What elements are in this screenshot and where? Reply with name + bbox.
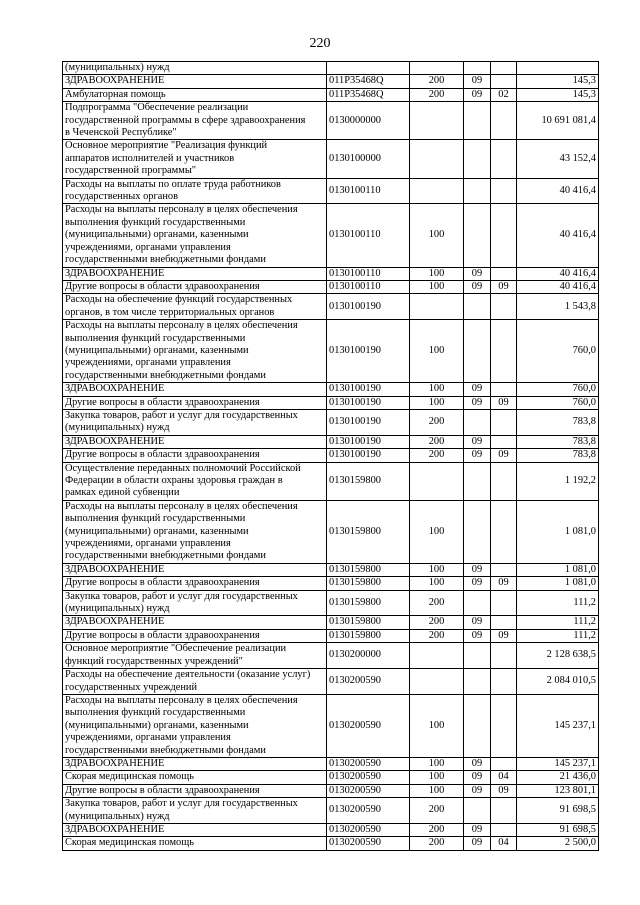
table-row [63, 590, 599, 616]
amount-cell: 91 698,5 [517, 798, 599, 824]
table-row [63, 280, 599, 293]
expense-type-code-cell [410, 178, 464, 204]
amount-cell: 1 192,2 [517, 462, 599, 500]
amount-cell: 43 152,4 [517, 140, 599, 178]
subsection-code-cell [491, 140, 517, 178]
row-name-cell: Амбулаторная помощь [63, 88, 327, 101]
section-code-cell [464, 590, 491, 616]
target-article-code-cell: 0130200590 [327, 798, 410, 824]
table-row [63, 88, 599, 101]
target-article-code-cell: 011P35468Q [327, 75, 410, 88]
amount-cell: 40 416,4 [517, 178, 599, 204]
row-name-cell: Расходы на обеспечение функций государственных органов, в том числе территориальных органов [63, 294, 327, 320]
amount-cell: 40 416,4 [517, 267, 599, 280]
row-name-cell: Расходы на выплаты по оплате труда работников государственных органов [63, 178, 327, 204]
amount-cell [517, 62, 599, 75]
expense-type-code-cell: 200 [410, 88, 464, 101]
section-code-cell: 09 [464, 449, 491, 462]
amount-cell: 760,0 [517, 396, 599, 409]
target-article-code-cell: 0130200590 [327, 823, 410, 836]
amount-cell: 21 436,0 [517, 771, 599, 784]
target-article-code-cell: 0130200590 [327, 757, 410, 770]
subsection-code-cell [491, 178, 517, 204]
section-code-cell: 09 [464, 771, 491, 784]
expense-type-code-cell [410, 294, 464, 320]
row-name-cell: Расходы на выплаты персоналу в целях обеспечения выполнения функций государственными (муниципальными) органами, казенными учреждениями, органами управления государственными внебюджетными фондами [63, 320, 327, 383]
subsection-code-cell [491, 75, 517, 88]
expense-type-code-cell: 100 [410, 280, 464, 293]
target-article-code-cell: 0130100190 [327, 435, 410, 448]
expense-type-code-cell: 200 [410, 823, 464, 836]
expense-type-code-cell: 100 [410, 396, 464, 409]
row-name-cell: ЗДРАВООХРАНЕНИЕ [63, 823, 327, 836]
section-code-cell [464, 294, 491, 320]
target-article-code-cell: 0130000000 [327, 102, 410, 140]
expense-type-code-cell: 200 [410, 409, 464, 435]
row-name-cell: ЗДРАВООХРАНЕНИЕ [63, 435, 327, 448]
target-article-code-cell: 0130100190 [327, 449, 410, 462]
row-name-cell: Закупка товаров, работ и услуг для государственных (муниципальных) нужд [63, 409, 327, 435]
amount-cell: 2 128 638,5 [517, 643, 599, 669]
table-row [63, 823, 599, 836]
expense-type-code-cell: 100 [410, 500, 464, 563]
table-row [63, 75, 599, 88]
table-row [63, 62, 599, 75]
row-name-cell: Осуществление переданных полномочий Российской Федерации в области охраны здоровья граждан в рамках единой субвенции [63, 462, 327, 500]
expense-type-code-cell: 100 [410, 267, 464, 280]
target-article-code-cell: 0130200590 [327, 669, 410, 695]
row-name-cell: Другие вопросы в области здравоохранения [63, 280, 327, 293]
table-row [63, 563, 599, 576]
section-code-cell: 09 [464, 616, 491, 629]
table-row [63, 798, 599, 824]
table-row [63, 629, 599, 642]
expense-type-code-cell [410, 140, 464, 178]
subsection-code-cell [491, 294, 517, 320]
subsection-code-cell: 09 [491, 449, 517, 462]
amount-cell: 111,2 [517, 616, 599, 629]
target-article-code-cell: 0130100190 [327, 409, 410, 435]
table-row [63, 140, 599, 178]
row-name-cell: Расходы на выплаты персоналу в целях обеспечения выполнения функций государственными (муниципальными) органами, казенными учреждениями, органами управления государственными внебюджетными фондами [63, 500, 327, 563]
amount-cell: 40 416,4 [517, 280, 599, 293]
target-article-code-cell: 0130100000 [327, 140, 410, 178]
section-code-cell [464, 462, 491, 500]
subsection-code-cell [491, 435, 517, 448]
section-code-cell [464, 798, 491, 824]
row-name-cell: Закупка товаров, работ и услуг для государственных (муниципальных) нужд [63, 798, 327, 824]
expense-type-code-cell [410, 643, 464, 669]
row-name-cell: Расходы на выплаты персоналу в целях обеспечения выполнения функций государственными (муниципальными) органами, казенными учреждениями, органами управления государственными внебюджетными фондами [63, 694, 327, 757]
amount-cell: 1 081,0 [517, 577, 599, 590]
amount-cell: 40 416,4 [517, 204, 599, 267]
amount-cell: 145 237,1 [517, 694, 599, 757]
subsection-code-cell: 09 [491, 280, 517, 293]
table-row [63, 837, 599, 850]
row-name-cell: Расходы на обеспечение деятельности (оказание услуг) государственных учреждений [63, 669, 327, 695]
section-code-cell: 09 [464, 823, 491, 836]
section-code-cell: 09 [464, 396, 491, 409]
row-name-cell: ЗДРАВООХРАНЕНИЕ [63, 757, 327, 770]
target-article-code-cell: 0130100190 [327, 396, 410, 409]
table-row [63, 294, 599, 320]
section-code-cell: 09 [464, 280, 491, 293]
target-article-code-cell: 0130200590 [327, 694, 410, 757]
subsection-code-cell [491, 643, 517, 669]
table-row [63, 784, 599, 797]
subsection-code-cell [491, 669, 517, 695]
expense-type-code-cell: 200 [410, 590, 464, 616]
subsection-code-cell: 09 [491, 784, 517, 797]
target-article-code-cell: 0130100190 [327, 294, 410, 320]
row-name-cell: Основное мероприятие "Обеспечение реализации функций государственных учреждений" [63, 643, 327, 669]
subsection-code-cell: 04 [491, 837, 517, 850]
subsection-code-cell [491, 102, 517, 140]
row-name-cell: Расходы на выплаты персоналу в целях обеспечения выполнения функций государственными (муниципальными) органами, казенными учреждениями, органами управления государственными внебюджетными фондами [63, 204, 327, 267]
expense-type-code-cell: 200 [410, 75, 464, 88]
subsection-code-cell: 02 [491, 88, 517, 101]
target-article-code-cell: 011P35468Q [327, 88, 410, 101]
subsection-code-cell [491, 757, 517, 770]
section-code-cell [464, 204, 491, 267]
row-name-cell: Закупка товаров, работ и услуг для государственных (муниципальных) нужд [63, 590, 327, 616]
section-code-cell [464, 62, 491, 75]
row-name-cell: Другие вопросы в области здравоохранения [63, 449, 327, 462]
subsection-code-cell [491, 409, 517, 435]
expense-type-code-cell: 100 [410, 563, 464, 576]
section-code-cell [464, 178, 491, 204]
table-row [63, 449, 599, 462]
table-row [63, 616, 599, 629]
row-name-cell: Скорая медицинская помощь [63, 771, 327, 784]
amount-cell: 1 081,0 [517, 563, 599, 576]
amount-cell: 783,8 [517, 435, 599, 448]
table-row [63, 500, 599, 563]
amount-cell: 111,2 [517, 590, 599, 616]
target-article-code-cell: 0130100190 [327, 383, 410, 396]
section-code-cell [464, 320, 491, 383]
table-row [63, 435, 599, 448]
page-number: 220 [309, 36, 331, 51]
target-article-code-cell [327, 62, 410, 75]
expense-type-code-cell: 100 [410, 694, 464, 757]
expense-type-code-cell: 100 [410, 383, 464, 396]
table-row [63, 320, 599, 383]
target-article-code-cell: 0130200000 [327, 643, 410, 669]
row-name-cell: ЗДРАВООХРАНЕНИЕ [63, 383, 327, 396]
subsection-code-cell [491, 462, 517, 500]
row-name-cell: Другие вопросы в области здравоохранения [63, 396, 327, 409]
row-name-cell: Другие вопросы в области здравоохранения [63, 784, 327, 797]
section-code-cell [464, 669, 491, 695]
table-row [63, 383, 599, 396]
subsection-code-cell [491, 267, 517, 280]
expense-type-code-cell: 200 [410, 629, 464, 642]
expense-type-code-cell: 100 [410, 784, 464, 797]
target-article-code-cell: 0130100110 [327, 204, 410, 267]
amount-cell: 2 500,0 [517, 837, 599, 850]
section-code-cell: 09 [464, 75, 491, 88]
expense-type-code-cell: 100 [410, 577, 464, 590]
subsection-code-cell [491, 798, 517, 824]
amount-cell: 91 698,5 [517, 823, 599, 836]
expense-type-code-cell: 100 [410, 771, 464, 784]
target-article-code-cell: 0130200590 [327, 771, 410, 784]
budget-table-body [63, 62, 599, 851]
target-article-code-cell: 0130159800 [327, 629, 410, 642]
table-row [63, 577, 599, 590]
expense-type-code-cell [410, 669, 464, 695]
row-name-cell: Другие вопросы в области здравоохранения [63, 577, 327, 590]
section-code-cell: 09 [464, 563, 491, 576]
section-code-cell [464, 409, 491, 435]
row-name-cell: Основное мероприятие "Реализация функций аппаратов исполнителей и участников государственной программы" [63, 140, 327, 178]
amount-cell: 145 237,1 [517, 757, 599, 770]
budget-table [62, 61, 599, 851]
subsection-code-cell: 04 [491, 771, 517, 784]
row-name-cell: Скорая медицинская помощь [63, 837, 327, 850]
subsection-code-cell: 09 [491, 396, 517, 409]
section-code-cell: 09 [464, 435, 491, 448]
section-code-cell: 09 [464, 757, 491, 770]
target-article-code-cell: 0130159800 [327, 462, 410, 500]
subsection-code-cell [491, 563, 517, 576]
amount-cell: 145,3 [517, 75, 599, 88]
expense-type-code-cell: 200 [410, 837, 464, 850]
target-article-code-cell: 0130100110 [327, 178, 410, 204]
table-row [63, 694, 599, 757]
subsection-code-cell [491, 590, 517, 616]
amount-cell: 10 691 081,4 [517, 102, 599, 140]
expense-type-code-cell: 200 [410, 798, 464, 824]
target-article-code-cell: 0130159800 [327, 577, 410, 590]
subsection-code-cell [491, 320, 517, 383]
section-code-cell: 09 [464, 629, 491, 642]
subsection-code-cell [491, 204, 517, 267]
target-article-code-cell: 0130100190 [327, 320, 410, 383]
row-name-cell: (муниципальных) нужд [63, 62, 327, 75]
expense-type-code-cell: 200 [410, 435, 464, 448]
target-article-code-cell: 0130100110 [327, 267, 410, 280]
section-code-cell: 09 [464, 837, 491, 850]
section-code-cell [464, 102, 491, 140]
row-name-cell: ЗДРАВООХРАНЕНИЕ [63, 563, 327, 576]
section-code-cell: 09 [464, 267, 491, 280]
target-article-code-cell: 0130159800 [327, 500, 410, 563]
amount-cell: 1 081,0 [517, 500, 599, 563]
target-article-code-cell: 0130100110 [327, 280, 410, 293]
subsection-code-cell [491, 616, 517, 629]
row-name-cell: Другие вопросы в области здравоохранения [63, 629, 327, 642]
table-row [63, 643, 599, 669]
expense-type-code-cell [410, 102, 464, 140]
amount-cell: 1 543,8 [517, 294, 599, 320]
amount-cell: 783,8 [517, 409, 599, 435]
expense-type-code-cell: 200 [410, 449, 464, 462]
amount-cell: 760,0 [517, 383, 599, 396]
row-name-cell: ЗДРАВООХРАНЕНИЕ [63, 267, 327, 280]
table-row [63, 409, 599, 435]
target-article-code-cell: 0130159800 [327, 616, 410, 629]
section-code-cell: 09 [464, 577, 491, 590]
amount-cell: 145,3 [517, 88, 599, 101]
section-code-cell: 09 [464, 784, 491, 797]
table-row [63, 204, 599, 267]
expense-type-code-cell: 200 [410, 616, 464, 629]
table-row [63, 102, 599, 140]
section-code-cell [464, 500, 491, 563]
amount-cell: 760,0 [517, 320, 599, 383]
target-article-code-cell: 0130200590 [327, 837, 410, 850]
section-code-cell: 09 [464, 88, 491, 101]
table-row [63, 396, 599, 409]
expense-type-code-cell: 100 [410, 204, 464, 267]
row-name-cell: ЗДРАВООХРАНЕНИЕ [63, 75, 327, 88]
subsection-code-cell [491, 694, 517, 757]
expense-type-code-cell [410, 62, 464, 75]
amount-cell: 2 084 010,5 [517, 669, 599, 695]
subsection-code-cell [491, 383, 517, 396]
target-article-code-cell: 0130200590 [327, 784, 410, 797]
amount-cell: 111,2 [517, 629, 599, 642]
subsection-code-cell [491, 823, 517, 836]
table-row [63, 669, 599, 695]
amount-cell: 783,8 [517, 449, 599, 462]
table-row [63, 267, 599, 280]
row-name-cell: ЗДРАВООХРАНЕНИЕ [63, 616, 327, 629]
target-article-code-cell: 0130159800 [327, 590, 410, 616]
section-code-cell [464, 694, 491, 757]
subsection-code-cell: 09 [491, 629, 517, 642]
target-article-code-cell: 0130159800 [327, 563, 410, 576]
section-code-cell [464, 643, 491, 669]
amount-cell: 123 801,1 [517, 784, 599, 797]
expense-type-code-cell [410, 462, 464, 500]
section-code-cell [464, 140, 491, 178]
section-code-cell: 09 [464, 383, 491, 396]
table-row [63, 178, 599, 204]
subsection-code-cell [491, 500, 517, 563]
table-row [63, 771, 599, 784]
subsection-code-cell [491, 62, 517, 75]
table-row [63, 757, 599, 770]
row-name-cell: Подпрограмма "Обеспечение реализации государственной программы в сфере здравоохранения в Чеченской Республике" [63, 102, 327, 140]
table-row [63, 462, 599, 500]
subsection-code-cell: 09 [491, 577, 517, 590]
expense-type-code-cell: 100 [410, 757, 464, 770]
expense-type-code-cell: 100 [410, 320, 464, 383]
